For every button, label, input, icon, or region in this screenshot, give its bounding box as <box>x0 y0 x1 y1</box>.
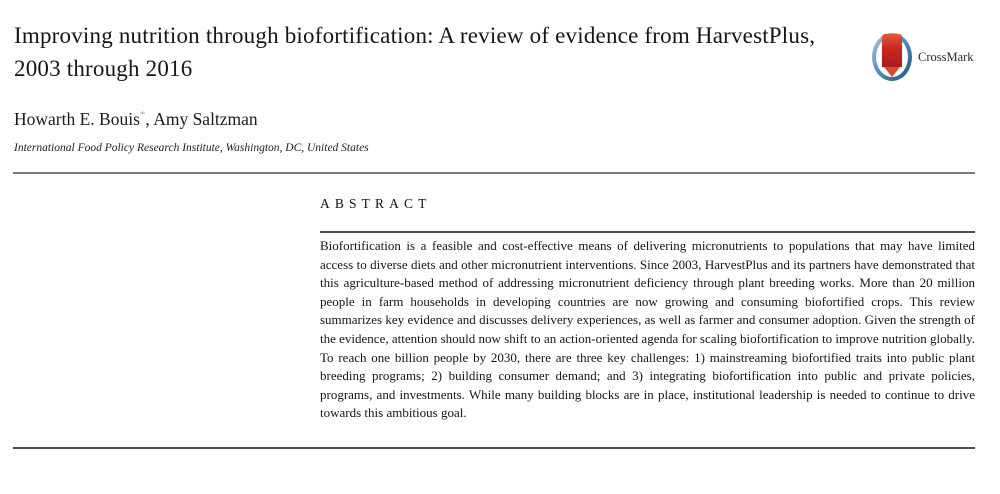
divider-top <box>13 172 975 174</box>
affiliation-line: International Food Policy Research Institute, Washington, DC, United States <box>14 142 369 154</box>
corresponding-author-asterisk: * <box>139 109 146 121</box>
author-name-first: Howarth E. Bouis <box>14 109 140 129</box>
authors-line <box>14 103 258 131</box>
crossmark-badge[interactable] <box>871 31 974 83</box>
crossmark-label: CrossMark <box>918 49 974 64</box>
abstract-divider <box>320 231 975 233</box>
crossmark-icon <box>871 31 915 83</box>
abstract-heading: ABSTRACT <box>320 196 432 211</box>
paper-title: Improving nutrition through biofortification: A review of evidence from HarvestPlus, 2003 through 2016 <box>14 23 816 81</box>
author-name-rest: , Amy Saltzman <box>145 109 258 129</box>
abstract-body: Biofortification is a feasible and cost-effective means of delivering micronutrients to populations that may have limited access to diverse diets and other micronutrient interventions. Since 2003, HarvestPlus and its partners have demonstrated that this agriculture-based method of addressing micronutrient deficiency through plant breeding works. More than 20 million people in farm households in developing countries are now growing and consuming biofortified crops. This review summarizes key evidence and discusses delivery experiences, as well as farmer and consumer adoption. Given the strength of the evidence, attention should now shift to an action-oriented agenda for scaling biofortification to improve nutrition globally. To reach one billion people by 2030, there are three key challenges: 1) mainstreaming biofortified traits into public plant breeding programs; 2) building consumer demand; and 3) integrating biofortification into public and private policies, programs, and investments. While many building blocks are in place, institutional leadership is needed to continue to drive towards this ambitious goal. <box>320 238 975 421</box>
divider-bottom <box>13 447 975 449</box>
